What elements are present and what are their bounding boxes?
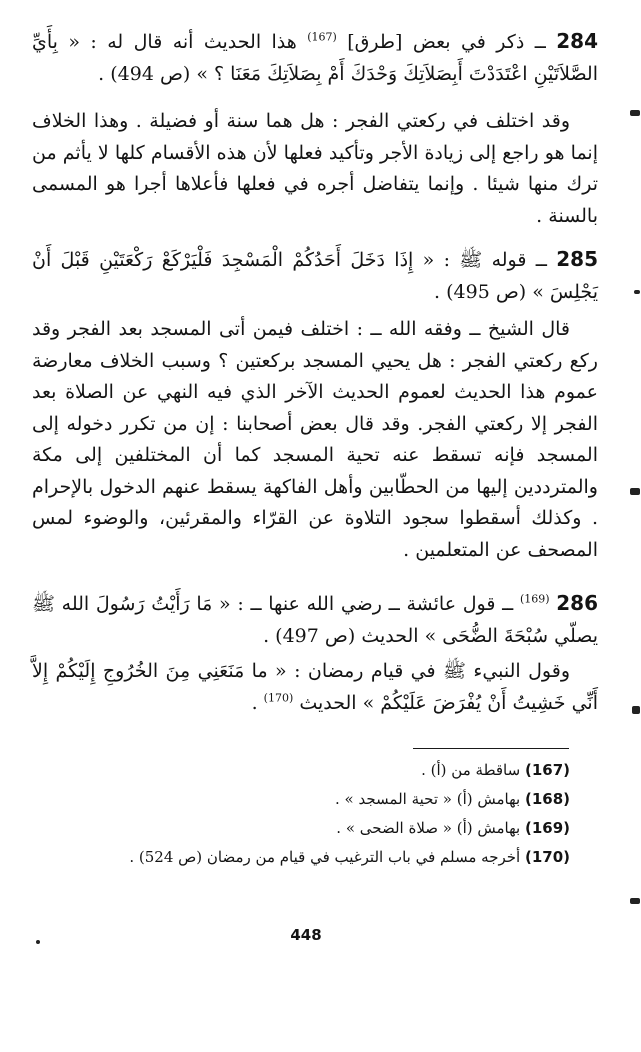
scan-speck <box>630 110 640 116</box>
entry-285 <box>32 244 598 308</box>
footnote-text: بهامش (أ) « صلاة الضحى » . <box>336 819 521 837</box>
paragraph-shaykh <box>32 314 598 566</box>
entry-text: هذا الحديث أنه قال له : « بِأَيِّ الصَّلاَتَيْنِ اعْتَدَدْتَ أَبِصَلاَتِكَ وَحْدَكَ أَمْ بِصَلاَتِكَ مَعَنَا ؟ » (ص 494) . <box>32 31 598 85</box>
page-number: 448 <box>290 926 322 944</box>
entry-text: ــ قول عائشة ــ رضي الله عنها ــ : « مَا رَأَيْتُ رَسُولَ الله ﷺ يصلّي سُبْحَةَ الضُّحَى » الحديث (ص 497) . <box>32 593 598 647</box>
paragraph-text: . <box>251 691 258 714</box>
paragraph-text: وقد اختلف في ركعتي الفجر : هل هما سنة أو فضيلة . وهذا الخلاف إنما هو راجع إلى زيادة الأجر وتأكيد فعلها لأن هذه الأقسام كلها لا يأثم من ترك منها شيئا . وإنما يتفاضل أجره في فعلها فأعلاها أجرا هو المسمى بالسنة . <box>32 110 598 227</box>
entry-number: 286 <box>556 591 598 615</box>
entry-286 <box>32 588 598 652</box>
footnote-reference[interactable]: (169) <box>519 592 550 606</box>
entry-number: 284 <box>556 29 599 53</box>
footnote-text: بهامش (أ) « تحية المسجد » . <box>334 790 521 808</box>
footnote-reference[interactable]: (170) <box>263 691 294 705</box>
scan-speck <box>36 940 40 944</box>
scan-speck <box>632 706 640 714</box>
scan-speck <box>634 290 640 294</box>
paragraph-text: وقول النبيء ﷺ في قيام رمضان : « ما مَنَعَنِي مِنَ الخُرُوجِ إِلَيْكُمْ إِلاَّ أَنِّي خَشِيتُ أَنْ يُفْرَضَ عَلَيْكُمْ » الحديث <box>32 660 598 714</box>
paragraph-ramadan <box>32 656 598 719</box>
footnote-reference[interactable]: (167) <box>307 30 337 44</box>
footnote-167 <box>32 756 570 785</box>
scan-speck <box>630 488 640 495</box>
entry-number: 285 <box>556 247 598 271</box>
entry-text: ــ ذكر في بعض [طرق] <box>347 31 546 53</box>
paragraph-fajr <box>32 106 598 232</box>
footnote-number: (167) <box>524 761 570 779</box>
footnote-number: (170) <box>524 848 570 866</box>
entry-284 <box>32 26 598 90</box>
footnote-divider <box>413 748 569 749</box>
footnote-text: ساقطة من (أ) . <box>421 761 521 779</box>
footnote-168 <box>32 785 570 814</box>
scan-speck <box>630 898 640 904</box>
entry-text: ــ قوله ﷺ : « إِذَا دَخَلَ أَحَدُكُمْ الْمَسْجِدَ فَلْيَرْكَعْ رَكْعَتَيْنِ قَبْلَ أَنْ يَجْلِسَ » (ص 495) . <box>32 249 598 303</box>
footnote-number: (168) <box>524 790 570 808</box>
footnote-number: (169) <box>524 819 570 837</box>
footnote-text: أخرجه مسلم في باب الترغيب في قيام من رمضان (ص 524) . <box>129 848 521 866</box>
footnote-169 <box>32 814 570 843</box>
footnotes <box>32 756 570 872</box>
footnote-170 <box>32 843 570 872</box>
paragraph-text: قال الشيخ ــ وفقه الله ــ : اختلف فيمن أتى المسجد بعد الفجر وقد ركع ركعتي الفجر : هل يحيي المسجد بركعتين ؟ وسبب الخلاف معارضة عموم هذا الحديث لعموم الحديث الآخر الذي فيه النهي عن الصلاة بعد الفجر إلا ركعتي الفجر. وقد قال بعض أصحابنا : إن من تكرر دخوله إلى المسجد فإنه تسقط عنه تحية المسجد كما أن المختلفين إلى مكة والمترددين إليها من الحطّابين وأهل الفاكهة يسقط عنهم الدخول بالإحرام . وكذلك أسقطوا سجود التلاوة عن القرّاء والمقرئين، والوضوء لمس المصحف عن المتعلمين . <box>32 318 598 561</box>
